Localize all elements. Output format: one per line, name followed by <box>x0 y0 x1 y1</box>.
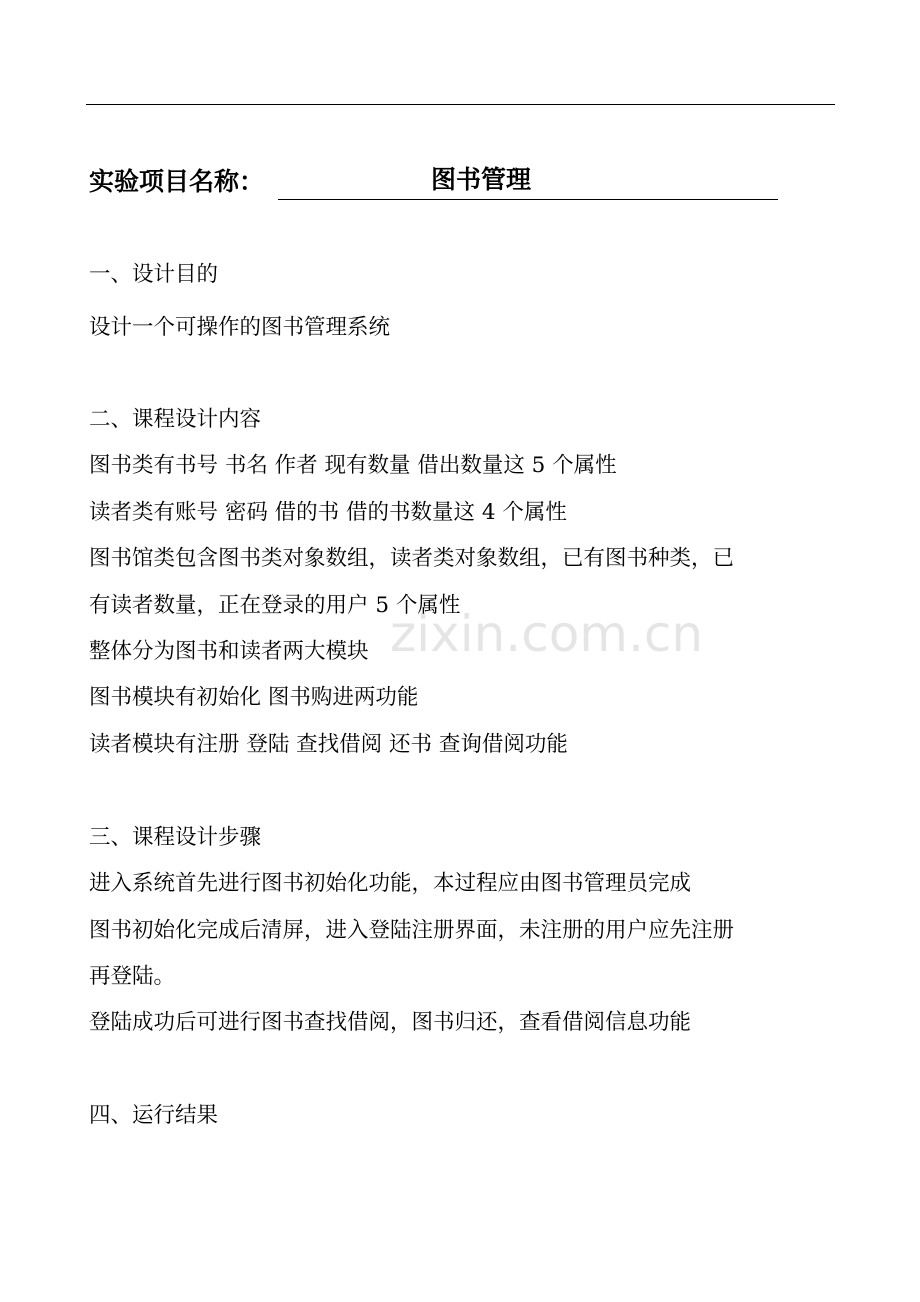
section-2-line-2: 读者类有账号 密码 借的书 借的书数量这 4 个属性 <box>89 500 567 525</box>
section-2-line-5: 整体分为图书和读者两大模块 <box>89 639 369 664</box>
section-3-line-3: 再登陆。 <box>89 964 176 989</box>
project-title-label: 实验项目名称： <box>89 167 265 196</box>
section-3-line-4: 登陆成功后可进行图书查找借阅，图书归还，查看借阅信息功能 <box>89 1010 692 1035</box>
header-rule <box>86 104 835 105</box>
project-title-value: 图书管理 <box>431 165 532 194</box>
section-heading-1: 一、设计目的 <box>89 262 219 287</box>
section-2-line-7: 读者模块有注册 登陆 查找借阅 还书 查询借阅功能 <box>89 732 568 757</box>
section-2-line-4: 有读者数量，正在登录的用户 5 个属性 <box>89 593 461 618</box>
section-heading-3: 三、课程设计步骤 <box>89 825 262 850</box>
section-2-line-3: 图书馆类包含图书类对象数组，读者类对象数组，已有图书种类，已 <box>89 546 735 571</box>
section-heading-4: 四、运行结果 <box>89 1103 219 1128</box>
project-title-blank <box>278 163 778 200</box>
project-title-row <box>89 160 778 200</box>
section-3-line-1: 进入系统首先进行图书初始化功能，本过程应由图书管理员完成 <box>89 871 692 896</box>
watermark: zixin.com.cn <box>390 605 704 663</box>
section-2-line-6: 图书模块有初始化 图书购进两功能 <box>89 685 419 710</box>
section-2-line-1: 图书类有书号 书名 作者 现有数量 借出数量这 5 个属性 <box>89 453 617 478</box>
section-1-line-1: 设计一个可操作的图书管理系统 <box>89 315 391 340</box>
section-heading-2: 二、课程设计内容 <box>89 407 262 432</box>
section-3-line-2: 图书初始化完成后清屏，进入登陆注册界面，未注册的用户应先注册 <box>89 918 735 943</box>
